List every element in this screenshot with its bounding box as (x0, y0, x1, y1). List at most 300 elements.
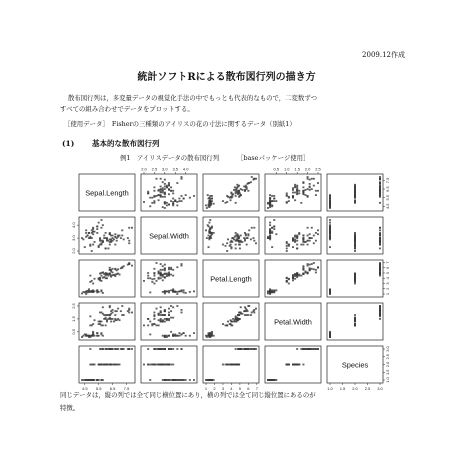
scatter-point (156, 308, 158, 310)
scatter-point (313, 262, 315, 264)
scatter-point (294, 184, 296, 186)
scatter-point (162, 335, 164, 337)
scatter-point (307, 227, 309, 229)
scatter-point (176, 182, 178, 184)
scatter-point (92, 233, 94, 235)
scatter-point (128, 227, 130, 229)
left-tick-label: 4.0 (71, 222, 76, 228)
scatter-point (168, 193, 170, 195)
top-tick-label: 2.5 (315, 166, 321, 172)
scatter-point (107, 240, 109, 242)
scatter-point (379, 248, 381, 250)
scatter-point (162, 190, 164, 192)
scatter-point (231, 194, 233, 196)
scatter-point (226, 250, 228, 252)
left-tick-label: 3.0 (71, 235, 76, 241)
scatter-point (170, 190, 172, 192)
scatter-point (109, 232, 111, 234)
scatter-point (235, 248, 237, 250)
scatter-point (227, 321, 229, 323)
scatter-point (253, 348, 255, 350)
scatter-point (230, 192, 232, 194)
scatter-point (109, 269, 111, 271)
scatter-point (170, 267, 172, 269)
scatter-point (120, 310, 122, 312)
scatter-point (275, 233, 277, 235)
scatter-point (211, 331, 213, 333)
scatter-point (158, 271, 160, 273)
scatter-point (172, 192, 174, 194)
right-tick-label: 2.5 (385, 353, 390, 360)
right-tick-label: 5 (385, 271, 390, 275)
scatter-point (313, 242, 315, 244)
scatter-point (302, 364, 304, 366)
scatter-point (240, 194, 242, 196)
scatter-point (121, 267, 123, 269)
scatter-point (164, 364, 166, 366)
scatter-point (288, 244, 290, 246)
scatter-point (269, 197, 271, 199)
scatter-point (160, 194, 162, 196)
scatter-point (238, 196, 240, 198)
scatter-point (235, 202, 237, 204)
scatter-point (100, 280, 102, 282)
scatter-point (298, 275, 300, 277)
scatter-point (174, 335, 176, 337)
scatter-point (286, 242, 288, 244)
scatter-point (84, 334, 86, 336)
scatter-point (231, 364, 233, 366)
scatter-point (315, 240, 317, 242)
scatter-point (271, 292, 273, 294)
scatter-point (168, 188, 170, 190)
scatter-point (153, 283, 155, 285)
scatter-point (253, 227, 255, 229)
scatter-point (102, 348, 104, 350)
scatter-point (107, 248, 109, 250)
scatter-point (269, 379, 271, 381)
scatter-point (292, 246, 294, 248)
scatter-point (112, 318, 114, 320)
scatter-point (298, 232, 300, 234)
scatter-point (110, 310, 112, 312)
scatter-point (255, 242, 257, 244)
scatter-point (379, 235, 381, 237)
scatter-point (153, 312, 155, 314)
scatter-point (128, 308, 130, 310)
scatter-point (300, 348, 302, 350)
scatter-point (286, 192, 288, 194)
scatter-point (379, 229, 381, 231)
scatter-point (105, 275, 107, 277)
scatter-point (379, 176, 381, 178)
scatter-point (183, 289, 185, 291)
scatter-point (116, 240, 118, 242)
scatter-point (128, 348, 130, 350)
scatter-point (170, 305, 172, 307)
scatter-point (252, 237, 254, 239)
scatter-point (379, 267, 381, 269)
scatter-point (151, 323, 153, 325)
scatter-point (147, 272, 149, 274)
left-tick-label: 1.5 (71, 316, 76, 322)
scatter-point (87, 235, 89, 237)
scatter-point (235, 191, 237, 193)
scatter-point (205, 335, 207, 337)
scatter-point (103, 235, 105, 237)
scatter-point (354, 192, 356, 194)
scatter-point (100, 244, 102, 246)
scatter-point (379, 202, 381, 204)
scatter-point (121, 229, 123, 231)
scatter-point (185, 194, 187, 196)
scatter-point (354, 237, 356, 239)
scatter-point (209, 231, 211, 233)
scatter-point (296, 364, 298, 366)
right-tick-label: 7.5 (385, 177, 390, 184)
right-tick-label: 2.0 (385, 361, 390, 368)
scatter-point (181, 176, 183, 178)
scatter-point (269, 199, 271, 201)
scatter-point (91, 250, 93, 252)
scatter-point (98, 335, 100, 337)
scatter-point (170, 317, 172, 319)
scatter-point (294, 275, 296, 277)
scatter-point (236, 186, 238, 188)
scatter-point (105, 248, 107, 250)
bottom-tick-label: 4 (230, 386, 233, 391)
scatter-point (302, 186, 304, 188)
scatter-point (245, 186, 247, 188)
scatter-point (269, 194, 271, 196)
scatter-point (117, 348, 119, 350)
scatter-point (114, 244, 116, 246)
scatter-point (294, 236, 296, 238)
document-date: 2009.12作成 (362, 51, 405, 59)
scatter-point (302, 267, 304, 269)
scatter-point (245, 185, 247, 187)
scatter-point (116, 237, 118, 239)
scatter-point (149, 334, 151, 336)
scatter-point (128, 263, 130, 265)
scatter-point (164, 196, 166, 198)
scatter-point (181, 312, 183, 314)
scatter-point (149, 379, 151, 381)
scatter-point (226, 201, 228, 203)
scatter-point (329, 331, 331, 333)
scatter-point (230, 240, 232, 242)
scatter-point (240, 235, 242, 237)
scatter-point (379, 273, 381, 275)
scatter-point (89, 315, 91, 317)
scatter-point (168, 273, 170, 275)
scatter-point (269, 222, 271, 224)
scatter-point (81, 293, 83, 295)
scatter-point (379, 185, 381, 187)
right-tick-label: 3.0 (385, 346, 390, 352)
scatter-point (307, 244, 309, 246)
scatter-point (143, 280, 145, 282)
scatter-point (170, 268, 172, 270)
scatter-point (172, 269, 174, 271)
scatter-point (309, 233, 311, 235)
scatter-point (96, 232, 98, 234)
scatter-point (88, 237, 90, 239)
scatter-point (87, 335, 89, 337)
scatter-point (153, 314, 155, 316)
scatter-point (307, 265, 309, 267)
scatter-point (329, 288, 331, 290)
scatter-point (233, 189, 235, 191)
scatter-point (317, 190, 319, 192)
scatter-point (170, 310, 172, 312)
scatter-point (379, 312, 381, 314)
scatter-point (168, 182, 170, 184)
scatter-point (311, 188, 313, 190)
scatter-point (92, 244, 94, 246)
scatter-point (241, 189, 243, 191)
scatter-point (296, 276, 298, 278)
scatter-point (164, 179, 166, 181)
scatter-point (315, 232, 317, 234)
footer-paragraph-line-1: 同じデータは，縦の列では全て同じ横位置にあり，横の列では全て同じ縦位置にあるのが (60, 391, 316, 399)
scatter-point (271, 205, 273, 207)
scatter-point (379, 186, 381, 188)
scatter-point (379, 227, 381, 229)
scatter-point (174, 290, 176, 292)
scatter-point (189, 291, 191, 293)
scatter-point (317, 348, 319, 350)
scatter-point (379, 275, 381, 277)
scatter-point (288, 197, 290, 199)
scatter-point (168, 379, 170, 381)
scatter-point (296, 244, 298, 246)
scatter-point (222, 364, 224, 366)
scatter-point (329, 222, 331, 224)
scatter-point (236, 364, 238, 366)
scatter-point (174, 199, 176, 201)
scatter-point (250, 238, 252, 240)
scatter-point (89, 348, 91, 350)
scatter-point (302, 182, 304, 184)
scatter-point (153, 195, 155, 197)
bottom-tick-label: 1.5 (339, 386, 346, 391)
scatter-point (229, 364, 231, 366)
scatter-point (181, 348, 183, 350)
scatter-point (240, 306, 242, 308)
scatter-point (311, 237, 313, 239)
scatter-point (307, 188, 309, 190)
scatter-point (162, 379, 164, 381)
scatter-point (172, 364, 174, 366)
scatter-point (379, 314, 381, 316)
scatter-point (96, 226, 98, 228)
scatter-point (166, 275, 168, 277)
scatter-point (305, 194, 307, 196)
scatter-point (185, 379, 187, 381)
scatter-point (205, 205, 207, 207)
scatter-point (311, 227, 313, 229)
scatter-point (164, 201, 166, 203)
scatter-point (183, 379, 185, 381)
scatter-point (296, 192, 298, 194)
scatter-point (329, 201, 331, 203)
right-tick-label: 5.5 (385, 194, 390, 201)
scatter-point (183, 292, 185, 294)
bottom-tick-label: 6.5 (109, 386, 116, 391)
scatter-point (231, 237, 233, 239)
scatter-point (106, 321, 108, 323)
scatter-point (131, 312, 133, 314)
scatter-point (99, 321, 101, 323)
scatter-point (379, 190, 381, 192)
scatter-point (162, 364, 164, 366)
scatter-point (168, 275, 170, 277)
scatter-point (305, 271, 307, 273)
scatter-point (354, 232, 356, 234)
scatter-point (286, 195, 288, 197)
right-tick-label: 3 (385, 282, 390, 285)
scatter-point (307, 196, 309, 198)
scatter-point (99, 348, 101, 350)
scatter-point (269, 206, 271, 208)
scatter-point (147, 277, 149, 279)
left-tick-label: 2.5 (71, 303, 76, 309)
scatter-point (158, 190, 160, 192)
scatter-point (98, 323, 100, 325)
scatter-point (209, 228, 211, 230)
scatter-point (164, 293, 166, 295)
scatter-point (294, 192, 296, 194)
scatter-point (158, 199, 160, 201)
scatter-point (85, 232, 87, 234)
scatter-point (131, 265, 133, 267)
scatter-point (226, 324, 228, 326)
scatter-point (162, 321, 164, 323)
top-tick-label: 3.5 (172, 166, 179, 172)
scatter-point (94, 278, 96, 280)
scatter-point (210, 201, 212, 203)
scatter-point (185, 292, 187, 294)
scatter-point (246, 244, 248, 246)
scatter-point (379, 192, 381, 194)
scatter-point (230, 248, 232, 250)
scatter-point (149, 205, 151, 207)
intro-paragraph-line-2: すべての組み合わせでデータをプロットする。 (60, 105, 194, 113)
scatter-point (286, 364, 288, 366)
scatter-point (166, 274, 168, 276)
scatter-point (164, 348, 166, 350)
scatter-point (193, 332, 195, 334)
scatter-point (121, 235, 123, 237)
scatter-point (211, 198, 213, 200)
scatter-point (315, 194, 317, 196)
scatter-point (164, 318, 166, 320)
scatter-point (329, 246, 331, 248)
scatter-point (379, 318, 381, 320)
scatter-point (114, 314, 116, 316)
scatter-point (292, 364, 294, 366)
scatter-point (172, 348, 174, 350)
scatter-point (329, 237, 331, 239)
scatter-point (176, 305, 178, 307)
scatter-point (92, 331, 94, 333)
scatter-point (110, 321, 112, 323)
scatter-point (91, 237, 93, 239)
right-tick-label: 6.5 (385, 186, 390, 192)
scatter-point (302, 240, 304, 242)
scatter-point (164, 188, 166, 190)
scatter-point (253, 178, 255, 180)
scatter-point (170, 364, 172, 366)
scatter-point (176, 293, 178, 295)
scatter-point (99, 312, 101, 314)
scatter-point (292, 187, 294, 189)
scatter-point (181, 265, 183, 267)
scatter-point (164, 277, 166, 279)
scatter-point (189, 197, 191, 199)
scatter-point (206, 237, 208, 239)
scatter-point (114, 318, 116, 320)
scatter-point (170, 289, 172, 291)
scatter-point (311, 348, 313, 350)
scatter-point (109, 348, 111, 350)
scatter-point (292, 189, 294, 191)
scatter-point (253, 240, 255, 242)
scatter-point (269, 293, 271, 295)
scatter-point (99, 277, 101, 279)
scatter-point (329, 292, 331, 294)
scatter-point (162, 274, 164, 276)
scatter-point (98, 379, 100, 381)
scatter-point (151, 197, 153, 199)
scatter-point (296, 248, 298, 250)
scatter-point (286, 245, 288, 247)
right-tick-label: 7 (385, 261, 390, 264)
scatter-point (273, 198, 275, 200)
scatter-point (114, 310, 116, 312)
scatter-point (271, 231, 273, 233)
scatter-point (162, 265, 164, 267)
bottom-tick-label: 7 (255, 386, 258, 391)
scatter-point (114, 348, 116, 350)
scatter-point (94, 290, 96, 292)
scatter-point (84, 379, 86, 381)
scatter-point (105, 237, 107, 239)
scatter-point (160, 178, 162, 180)
scatter-point (273, 200, 275, 202)
scatter-point (307, 263, 309, 265)
scatter-point (98, 222, 100, 224)
scatter-point (329, 199, 331, 201)
scatter-point (296, 272, 298, 274)
scatter-point (329, 207, 331, 209)
scatter-point (208, 205, 210, 207)
scatter-point (296, 274, 298, 276)
scatter-point (189, 379, 191, 381)
top-tick-label: 2.0 (304, 166, 311, 172)
scatter-point (302, 265, 304, 267)
scatter-point (172, 288, 174, 290)
bottom-tick-label: 2.0 (352, 386, 358, 391)
scatter-point (302, 244, 304, 246)
scatter-point (329, 204, 331, 206)
scatter-point (296, 348, 298, 350)
scatter-point (298, 364, 300, 366)
scatter-point (239, 244, 241, 246)
scatter-point (88, 232, 90, 234)
scatter-point (172, 190, 174, 192)
